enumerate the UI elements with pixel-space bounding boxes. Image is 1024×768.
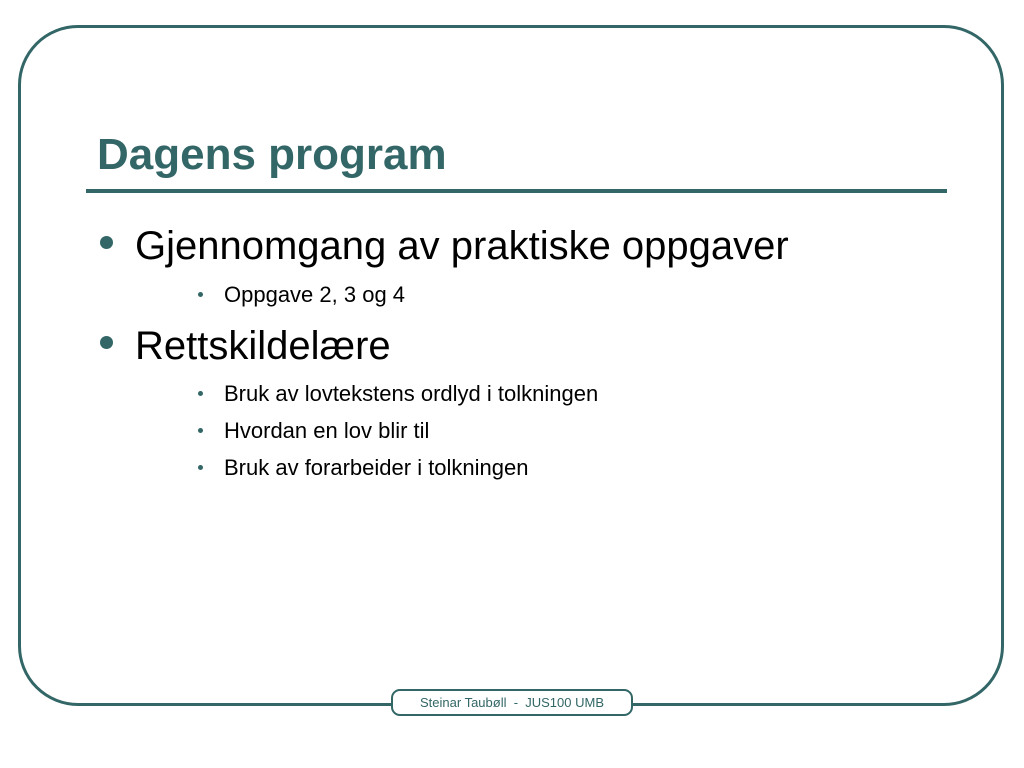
sub-bullet-icon [198, 391, 203, 396]
sub-bullet-text: Hvordan en lov blir til [224, 418, 430, 443]
bullet-text: Rettskildelære [135, 324, 391, 368]
bullet-icon [100, 236, 113, 249]
footer-text: Steinar Taubøll - JUS100 UMB [420, 695, 604, 710]
sub-bullet-text: Bruk av forarbeider i tolkningen [224, 455, 529, 480]
footer-label [391, 689, 633, 716]
sub-bullet-text: Bruk av lovtekstens ordlyd i tolkningen [224, 381, 599, 406]
bullet-text: Gjennomgang av praktiske oppgaver [135, 224, 789, 268]
bullet-icon [100, 336, 113, 349]
sub-bullet-icon [198, 292, 203, 297]
slide-title: Dagens program [97, 130, 447, 179]
sub-bullet-text: Oppgave 2, 3 og 4 [224, 282, 406, 307]
sub-bullet-icon [198, 428, 203, 433]
sub-bullet-icon [198, 465, 203, 470]
